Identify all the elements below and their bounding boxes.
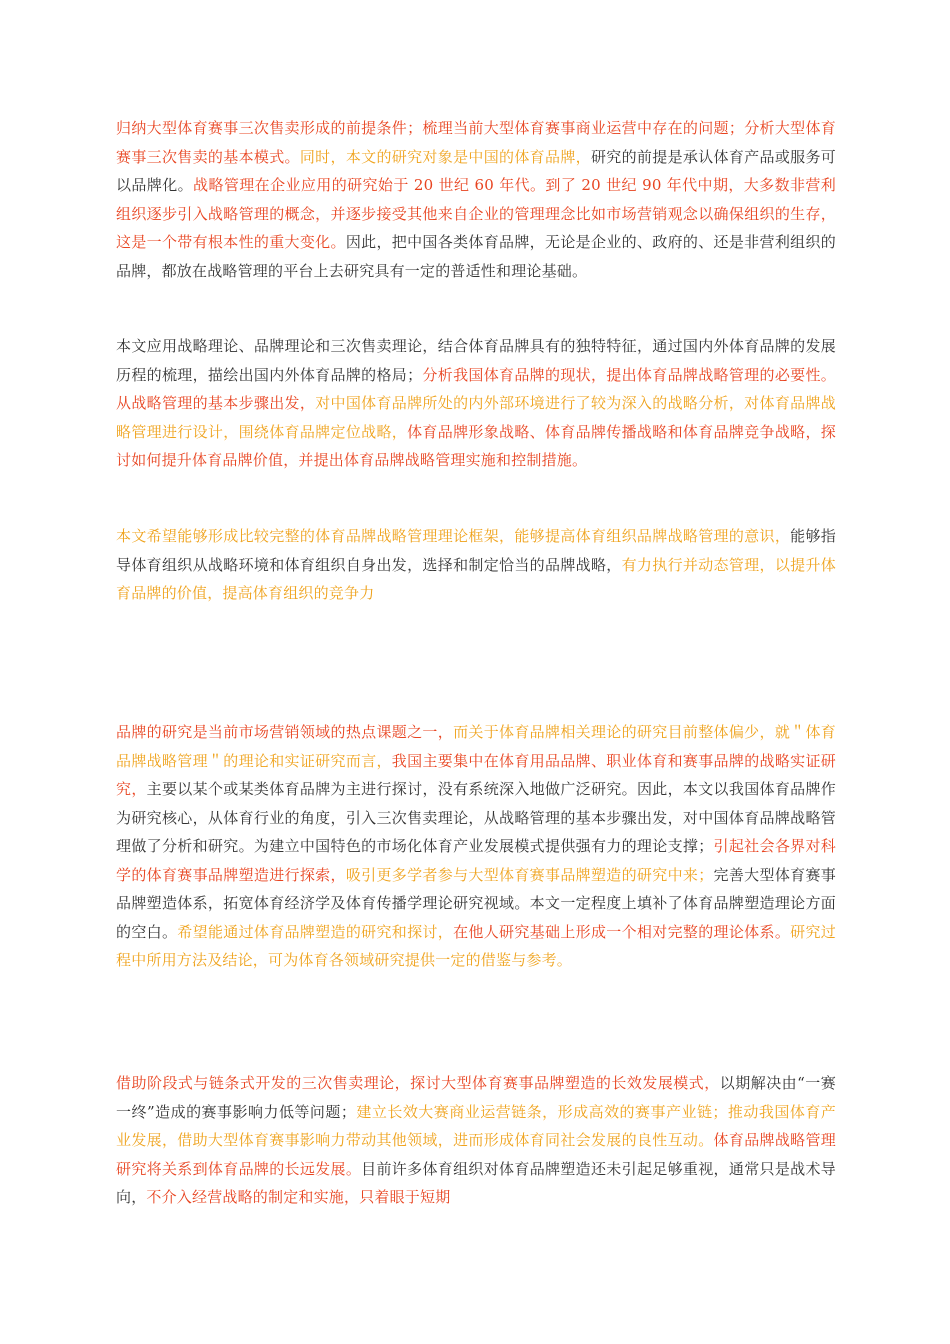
text-segment: 研究过程中所用方法及结论，可为体育各领域研究提供一定的借鉴与参考。 <box>116 922 836 969</box>
text-segment: 完善大型体育赛事品牌塑造体系，拓宽体育经济学及体育传播学理论研究视域。本文一定程度上填补了体育品牌塑造理论方面的空白。 <box>116 865 836 941</box>
text-segment: 吸引更多学者参与大型体育赛事品牌塑造的研究中来； <box>345 865 714 884</box>
text-segment: 分析我国体育品牌的现状，提出体育品牌战略管理的必要性。从战略管理的基本步骤出发， <box>116 365 836 412</box>
paragraph-3 <box>116 522 836 608</box>
text-segment: 同时，本文的研究对象是中国的体育品牌， <box>299 147 591 166</box>
text-segment: 我国主要集中在体育用品品牌、职业体育和赛事品牌的战略实证研究， <box>116 751 836 798</box>
text-segment: 主要以某个或某类体育品牌为主进行探讨，没有系统深入地做广泛研究。因此，本文以我国体育品牌作为研究核心，从体育行业的角度，引入三次售卖理论，从战略管理的基本步骤出发，对中国体育品牌战略管理做了分析和研究。为建立中国特色的市场化体育产业发展模式提供强有力的理论支撑； <box>116 780 836 855</box>
paragraph-1 <box>116 114 836 285</box>
text-segment: 希望能通过体育品牌塑造的研究和探讨， <box>177 922 454 941</box>
text-segment: 研究的前提是承认体育产品或服务可以品牌化。 <box>116 147 836 194</box>
text-segment: 归纳大型体育赛事三次售卖形成的前提条件；梳理当前大型体育赛事商业运营中存在的问题；分析大型体育赛事三次售卖的基本模式。 <box>116 119 836 166</box>
text-segment: 以期解决由“一赛一终”造成的赛事影响力低等问题； <box>116 1074 836 1121</box>
text-segment: 战略管理在企业应用的研究始于 20 世纪 60 年代。到了 20 世纪 90 年代中期，大多数非营利组织逐步引入战略管理的概念，并逐步接受其他来自企业的管理理念比如市场营销观念以确保组织的生存，这是一个带有根本性的重大变化。 <box>116 176 836 251</box>
text-segment: 体育品牌形象战略、体育品牌传播战略和体育品牌竞争战略，探讨如何提升体育品牌价值，并提出体育品牌战略管理实施和控制措施。 <box>116 422 836 469</box>
paragraph-5 <box>116 1069 836 1212</box>
text-segment: 本文希望能够形成比较完整的体育品牌战略管理理论框架，能够提高体育组织品牌战略管理的意识， <box>116 527 791 545</box>
text-segment: 借助阶段式与链条式开发的三次售卖理论，探讨大型体育赛事品牌塑造的长效发展模式， <box>116 1074 720 1092</box>
text-segment: 体育品牌战略管理研究将关系到体育品牌的长远发展。 <box>116 1131 836 1178</box>
text-segment: 不介入经营战略的制定和实施，只着眼于短期 <box>146 1188 451 1206</box>
text-segment: 而关于体育品牌相关理论的研究目前整体偏少，就＂体育品牌战略管理＂的理论和实证研究而言， <box>116 723 836 770</box>
text-segment: 目前许多体育组织对体育品牌塑造还未引起足够重视，通常只是战术导向， <box>116 1159 836 1206</box>
text-segment: 能够指导体育组织从战略环境和体育组织自身出发，选择和制定恰当的品牌战略， <box>116 527 836 574</box>
paragraph-2 <box>116 332 836 475</box>
text-segment: 在他人研究基础上形成一个相对完整的理论体系。 <box>453 922 791 941</box>
text-segment: 建立长效大赛商业运营链条，形成高效的赛事产业链；推动我国体育产业发展，借助大型体育赛事影响力带动其他领域，进而形成体育同社会发展的良性互动。 <box>116 1102 836 1149</box>
paragraph-4 <box>116 718 836 975</box>
text-segment: 品牌的研究是当前市场营销领域的热点课题之一， <box>116 723 454 741</box>
text-segment: 因此，把中国各类体育品牌，无论是企业的、政府的、还是非营利组织的品牌，都放在战略管理的平台上去研究具有一定的普适性和理论基础。 <box>116 233 836 280</box>
text-segment: 有力执行并动态管理，以提升体育品牌的价值，提高体育组织的竞争力 <box>116 555 836 602</box>
text-segment: 本文应用战略理论、品牌理论和三次售卖理论，结合体育品牌具有的独特特征，通过国内外体育品牌的发展历程的梳理，描绘出国内外体育品牌的格局； <box>116 337 836 384</box>
text-segment: 对中国体育品牌所处的内外部环境进行了较为深入的战略分析，对体育品牌战略管理进行设计，围绕体育品牌定位战略， <box>116 394 836 441</box>
text-segment: 引起社会各界对科学的体育赛事品牌塑造进行探索， <box>116 837 836 884</box>
